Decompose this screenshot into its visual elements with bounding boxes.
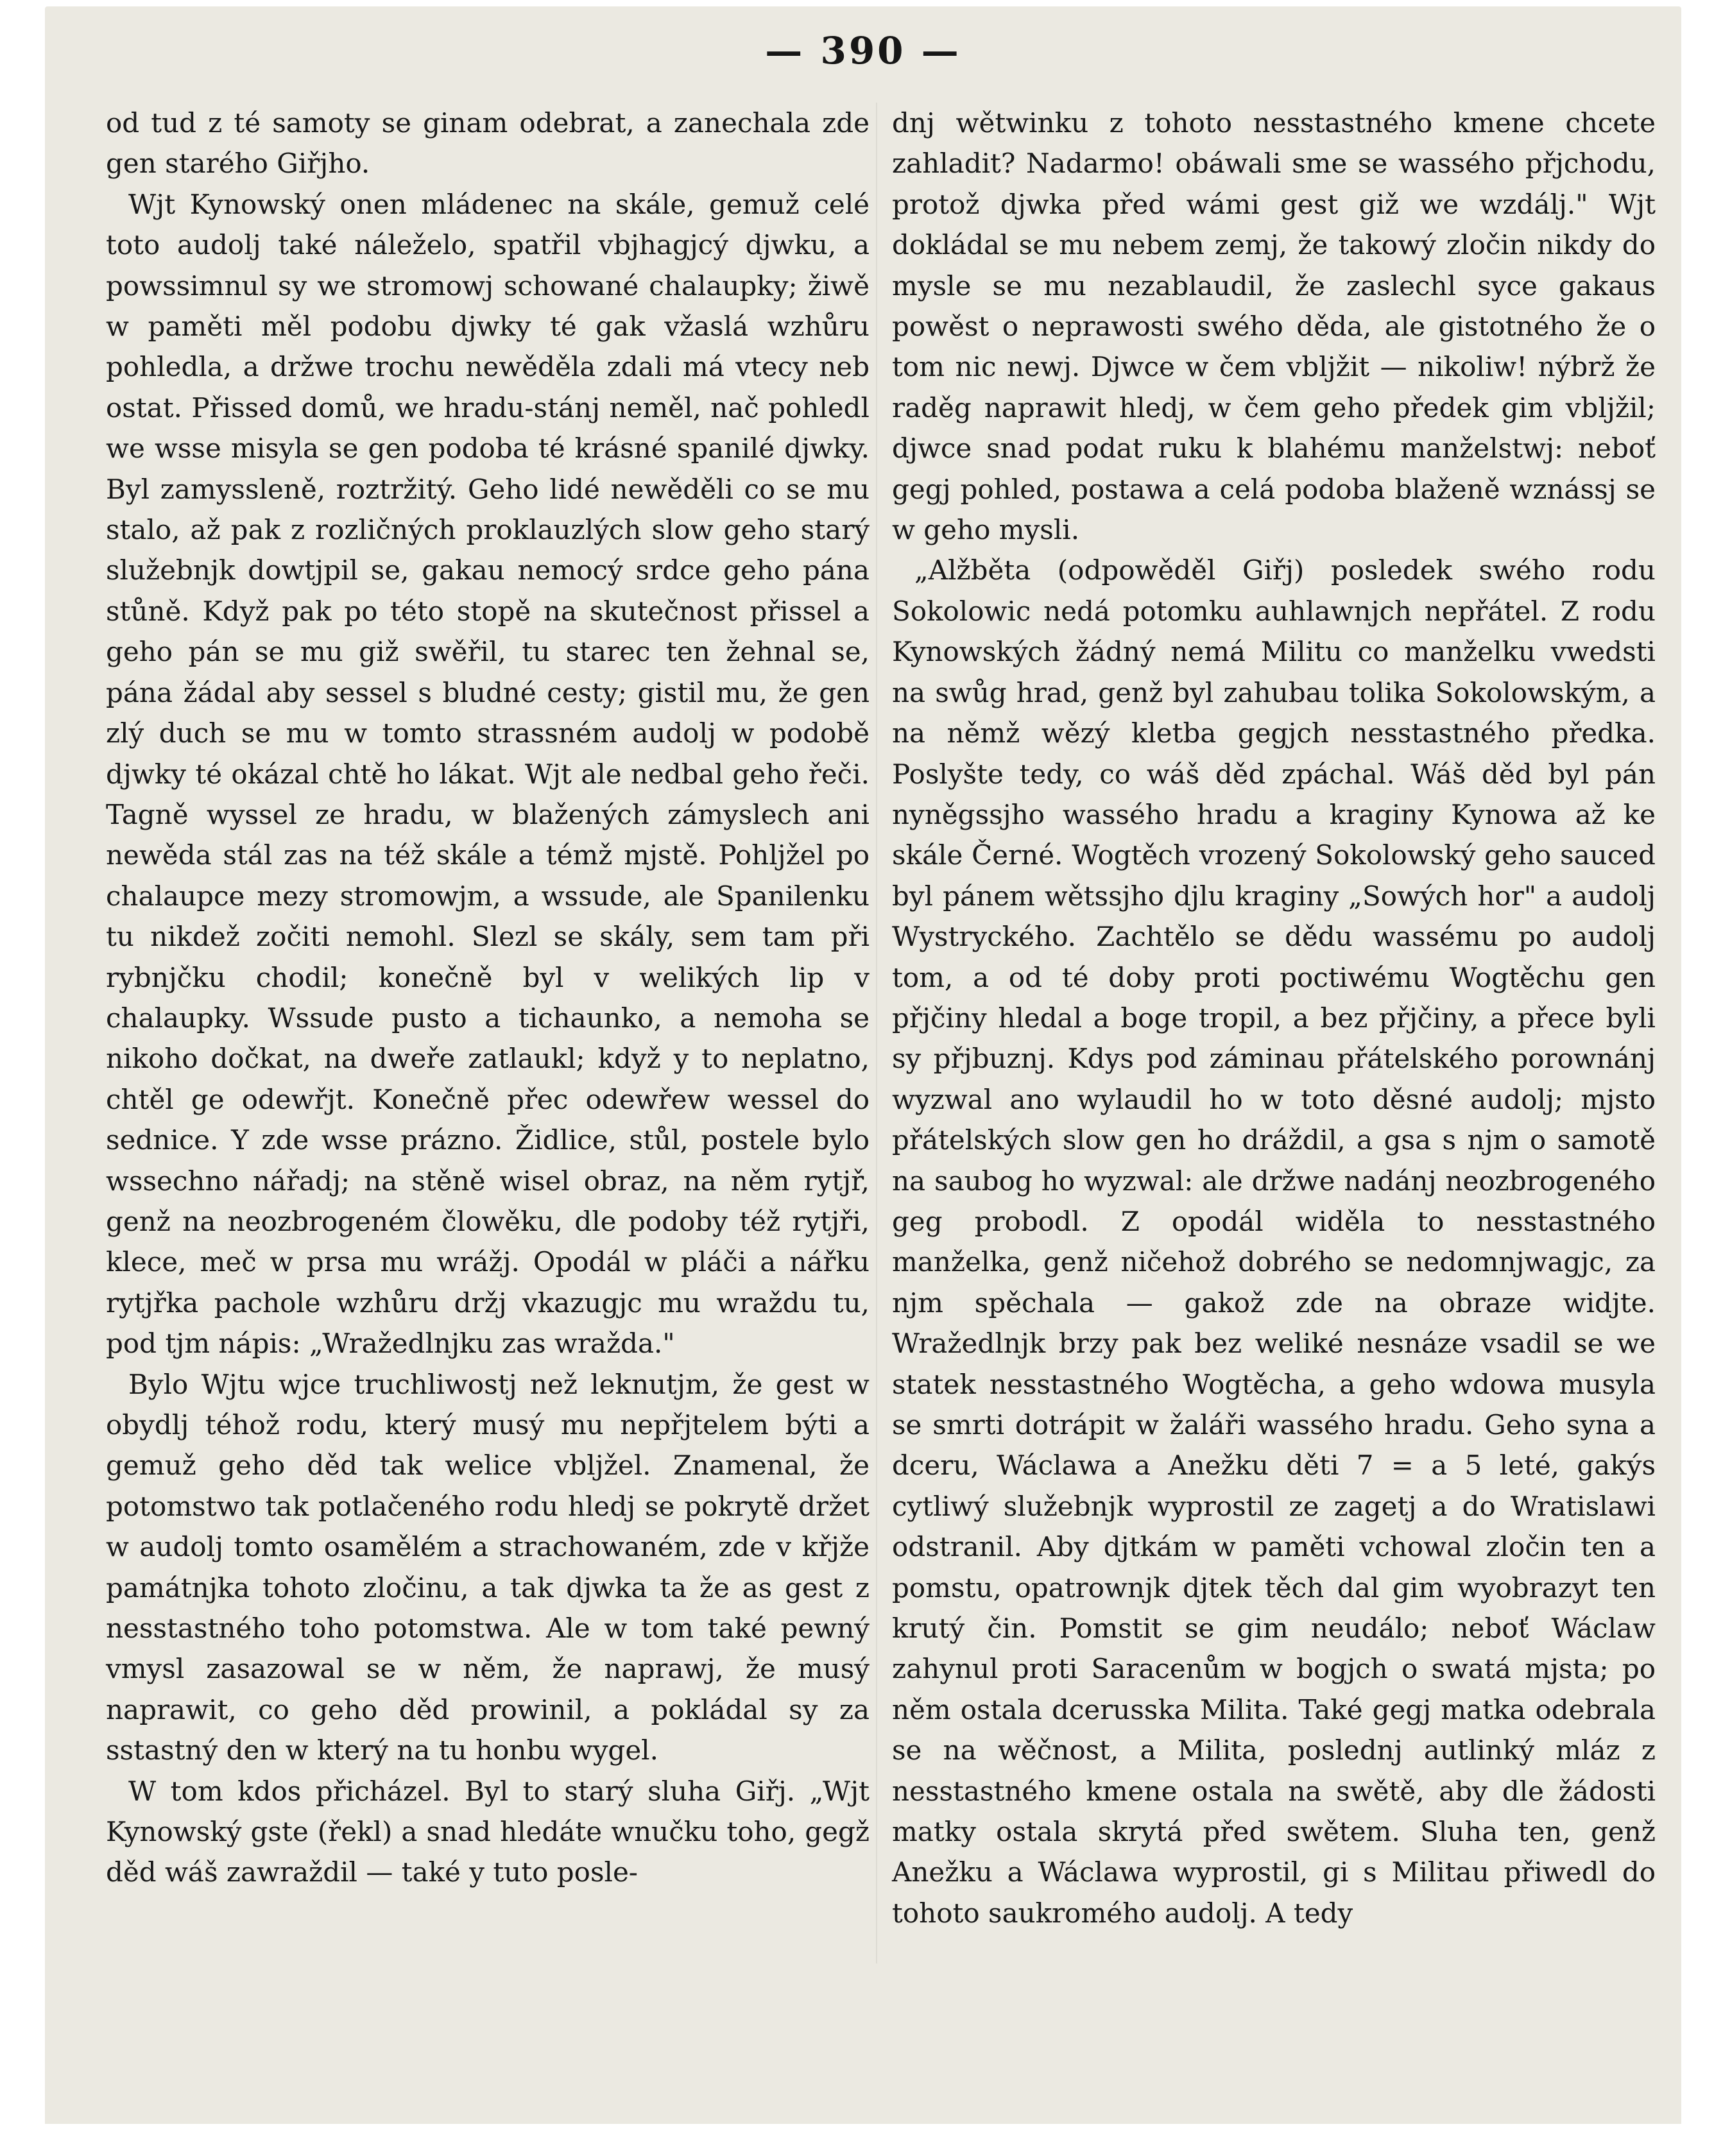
paragraph: dnj wětwinku z tohoto nesstastného kmene chcete zahladit? Nadarmo! obáwali sme se wassého přjchodu, protož djwka před wámi gest giž we wzdálj." Wjt dokládal se mu nebem zemj, že takowý zločin nikdy do mysle se mu nezablaudil, že zaslechl syce gakaus powěst o neprawosti swého děda, ale gistotného že o tom nic newj. Djwce w čem vbljžit — nikoliw! nýbrž že raděg naprawit hledj, w čem geho předek gim vbljžil; djwce snad podat ruku k blahému manželstwj: neboť gegj pohled, postawa a celá podoba blaženě wznássj se w geho mysli. (892, 107, 1656, 546)
paragraph: W tom kdos přicházel. Byl to starý sluha Giřj. „Wjt Kynowský gste (řekl) a snad hledáte wnučku toho, gegž děd wáš zawraždil — také y tuto posle- (106, 1775, 870, 1888)
paragraph: „Alžběta (odpowěděl Giřj) posledek swého rodu Sokolowic nedá potomku auhlawnjch nepřátel. Z rodu Kynowských žádný nemá Militu co manželku vwedsti na swůg hrad, genž byl zahubau tolika Sokolowským, a na němž wězý kletba gegjch nesstastného předka. Poslyšte tedy, co wáš děd zpáchal. Wáš děd byl pán nyněgssjho wassého hradu a kraginy Kynowa až ke skále Černé. Wogtěch vrozený Sokolowský geho sauсed byl pánem wětssjho djlu kraginy „Sowých hor" a audolj Wystryckého. Zachtělo se dědu wassému po audolj tom, a od té doby proti poctiwému Wogtěchu gen přjčiny hledal a boge tropil, a bez přjčiny, a přece byli sy přjbuznj. Kdys pod záminau přátelského porownánj wyzwal ano wylaudil ho w toto děsné audolj; mjsto přátelských slow gen ho dráždil, a gsa s njm o samotě na saubog ho wyzwal: ale držwe nadánj neozbrogeného geg probodl. Z opodál widěla to nesstastného manželka, genž ničehož dobrého se nedomnjwagjc, za njm spěchala — gakož zde na obraze widjte. Wražedlnjk brzy pak bez weliké nesnáze vsadil se we statek nesstastného Wogtěcha, a geho wdowa musyla se smrti dotrápit w žaláři wassého hradu. Geho syna a dceru, Wáclawa a Anežku děti 7 = a 5 leté, gakýs cytliwý služebnjk wyprostil ze zagetj a do Wratislawi odstranil. Aby djtkám w paměti vchowal zločin ten a pomstu, opatrownjk djtek těch dal gim wyobrazyt ten krutý čin. Pomstit se gim neudálo; neboť Wáclaw zahynul proti Saracenům w bogjch o swatá mjsta; po něm ostala dcerusska Milita. Také gegj matka odebrala se na wěčnost, a Milita, poslednj autlinký mláz z nesstastného kmene ostala na swětě, aby dle žádosti matky ostala skrytá před swětem. Sluha ten, genž Anežku a Wáclawa wyprostil, gi s Militau přiwedl do tohoto saukromého audolj. A tedy (892, 554, 1656, 1929)
book-page (45, 6, 1681, 2137)
page-number: — 390 — (765, 29, 961, 73)
right-column (892, 103, 1656, 1933)
paragraph: Wjt Kynowský onen mládenec na skále, gemuž celé toto audolj také náleželo, spatřil vbjhagjcý djwku, a powssimnul sy we stromowj schowané chalaupky; žiwě w paměti měl podobu djwky té gak vžaslá wzhůru pohledla, a držwe trochu newěděla zdali má vtecy neb ostat. Přissed domů, we hradu-stánj neměl, nač pohledl we wsse misyla se gen podoba té krásné spanilé djwky. Byl zamyssleně, roztržitý. Geho lidé newěděli co se mu stalo, až pak z rozličných proklauzlých slow geho starý služebnjk dowtjpil se, gakau nemocý srdce geho pána stůně. Když pak po této stopě na skutečnost přissel a geho pán se mu giž swěřil, tu starec ten žehnal se, pána žádal aby sessel s bludné cesty; gistil mu, že gen zlý duch se mu w tomto strassném audolj w podobě djwky té okázal chtě ho lákat. Wjt ale nedbal geho řeči. Tagně wyssel ze hradu, w blažených zámyslech ani newěda stál zas na též skále a témž mjstě. Pohljžel po chalaupce mezy stromowjm, a wssude, ale Spanilenku tu nikdež zočiti nemohl. Slezl se skály, sem tam při rybnjčku chodil; konečně byl v welikých lip v chalaupky. Wssude pusto a tichaunko, a nemoha se nikoho dočkat, na dweře zatlaukl; když y to neplatno, chtěl ge odewřjt. Konečně přec odewřew wessel do sednice. Y zde wsse prázno. Židlice, stůl, postele bylo wssechno nářadj; na stěně wisel obraz, na něm rytjř, genž na neozbrogeném člowěku, dle podoby též rytjři, klece, meč w prsa mu wrážj. Opodál w pláči a nářku rytjřka pachole wzhůru držj vkazugjc mu wraždu tu, pod tjm nápis: „Wražedlnjku zas wražda." (106, 188, 870, 1360)
scan-margin (0, 2124, 1714, 2156)
paragraph: od tud z té samoty se ginam odebrat, a zanechala zde gen starého Giřjho. (106, 107, 870, 180)
left-column (106, 103, 870, 1893)
column-gutter (876, 103, 877, 1964)
paragraph: Bylo Wjtu wjce truchliwostj než leknutjm, že gest w obydlj téhož rodu, který musý mu nepřjtelem býti a gemuž geho děd tak welice vbljžel. Znamenal, že potomstwo tak potlačeného rodu hledj se pokrytě držet w audolj tomto osamělém a strachowaném, zde v křjže památnjka tohoto zločinu, a tak djwka ta že as gest z nesstastného toho potomstwa. Ale w tom také pewný vmysl zasazowal se w něm, že naprawj, že musý naprawit, co geho děd prowinil, a pokládal sy za sstastný den w který na tu honbu wygel. (106, 1368, 870, 1767)
